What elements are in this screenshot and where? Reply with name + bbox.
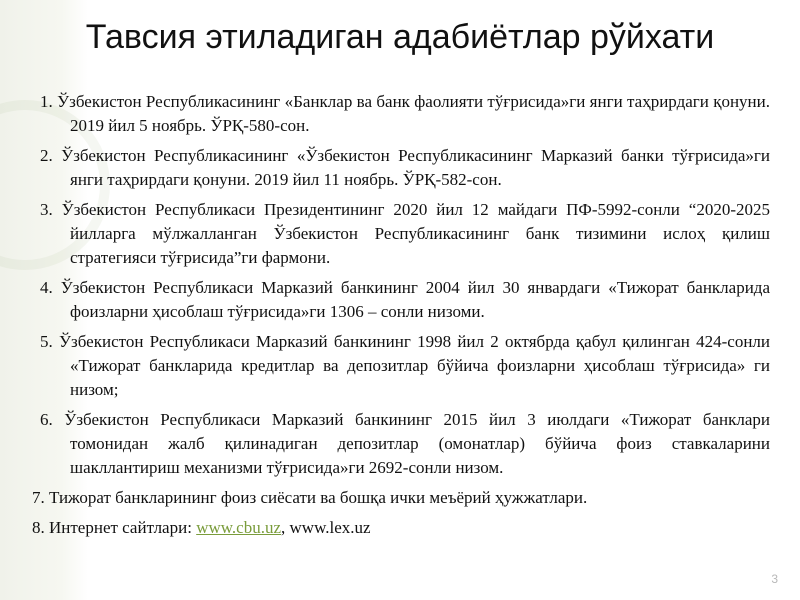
item-number: 2. [40, 146, 53, 165]
item-text: Ўзбекистон Республикасининг «Ўзбекистон Республикасининг Марказий банки тўғрисида»ги янги таҳрирдаги қонуни. 2019 йил 11 ноябрь. ЎРҚ-582-сон. [61, 146, 770, 189]
item-number: 1. [40, 92, 53, 111]
list-item-3 [32, 198, 770, 270]
item-number: 3. [40, 200, 53, 219]
page-number: 3 [771, 572, 778, 586]
item-number: 7. [32, 488, 45, 507]
list-item-1 [32, 90, 770, 138]
item-text: Интернет сайтлари: [49, 518, 192, 537]
item-text: Ўзбекистон Республикаси Марказий банкининг 2004 йил 30 январдаги «Тижорат банкларида фоизларни ҳисоблаш тўғрисида»ги 1306 – сонли низоми. [60, 278, 771, 321]
list-item-5 [32, 330, 770, 402]
list-item-4 [32, 276, 770, 324]
item-number: 5. [40, 332, 53, 351]
item-text: Ўзбекистон Республикаси Президентининг 2020 йил 12 майдаги ПФ-5992-сонли “2020-2025 йилларга мўлжалланган Ўзбекистон Республикасининг банк тизимини ислоҳ қилиш стратегияси тўғрисида”ги фармони. [61, 200, 770, 267]
list-item-6 [32, 408, 770, 480]
slide-title: Тавсия этиладиган адабиётлар рўйхати [85, 18, 715, 56]
reference-list [32, 90, 770, 546]
item-text: Ўзбекистон Республикаси Марказий банкининг 2015 йил 3 июлдаги «Тижорат банклари томонидан жалб қилинадиган депозитлар (омонатлар) бўйича фоиз ставкаларини шакллантириш механизми тўғрисида»ги 2692-сонли низом. [64, 410, 770, 477]
cbu-link[interactable]: www.cbu.uz [196, 518, 282, 537]
item-number: 6. [40, 410, 53, 429]
lex-link[interactable]: , www.lex.uz [281, 518, 371, 537]
item-text: Ўзбекистон Республикаси Марказий банкининг 1998 йил 2 октябрда қабул қилинган 424-сонли «Тижорат банкларида кредитлар ва депозитлар бўйича фоизларни ҳисоблаш тўғрисида» ги низом; [59, 332, 771, 399]
item-text: Тижорат банкларининг фоиз сиёсати ва бошқа ички меъёрий ҳужжатлари. [49, 488, 588, 507]
item-number: 8. [32, 518, 45, 537]
item-number: 4. [40, 278, 53, 297]
list-item-7 [32, 486, 770, 510]
list-item-2 [32, 144, 770, 192]
list-item-8 [32, 516, 770, 540]
item-text: Ўзбекистон Республикасининг «Банклар ва банк фаолияти тўғрисида»ги янги таҳрирдаги қонуни. 2019 йил 5 ноябрь. ЎРҚ-580-сон. [57, 92, 770, 135]
